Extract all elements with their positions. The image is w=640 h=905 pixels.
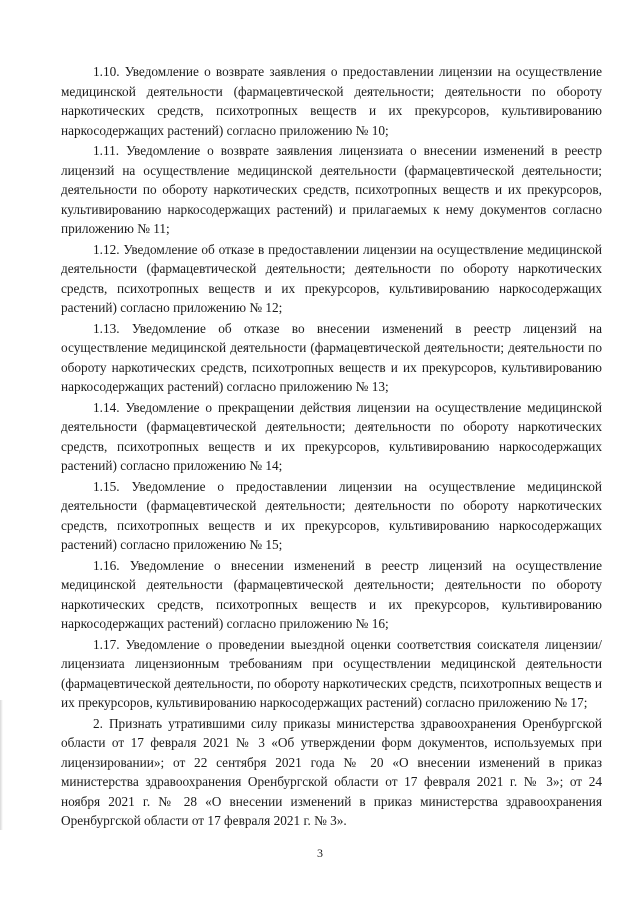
paragraph-1-13: 1.13. Уведомление об отказе во внесении изменений в реестр лицензий на осуществление медицинской деятельности (фармацевтической деятельности; деятельности по обороту наркотических средств, психотропных веществ и их прекурсоров, культивированию наркосодержащих растений) согласно приложению № 13;: [61, 320, 602, 394]
paragraph-1-12: 1.12. Уведомление об отказе в предоставлении лицензии на осуществление медицинской деятельности (фармацевтической деятельности; деятельности по обороту наркотических средств, психотропных веществ и их прекурсоров, культивированию наркосодержащих растений) согласно приложению № 12;: [61, 241, 602, 315]
paragraph-1-10: 1.10. Уведомление о возврате заявления о предоставлении лицензии на осуществление медицинской деятельности (фармацевтической деятельности; деятельности по обороту наркотических средств, психотропных веществ и их прекурсоров, культивированию наркосодержащих растений) согласно приложению № 10;: [61, 64, 602, 138]
paragraph-1-16: 1.16. Уведомление о внесении изменений в реестр лицензий на осуществление медицинской деятельности (фармацевтической деятельности; деятельности по обороту наркотических средств, психотропных веществ и их прекурсоров, культивированию наркосодержащих растений) согласно приложению № 16;: [61, 557, 602, 631]
paragraph-1-17: 1.17. Уведомление о проведении выездной оценки соответствия соискателя лицензии/лицензиата лицензионным требованиям при осуществлении медицинской деятельности (фармацевтической деятельности, по обороту наркотических средств, психотропных веществ и их прекурсоров, культивированию наркосодержащих растений) согласно приложению № 17;: [61, 636, 602, 710]
document-body: [61, 62, 602, 831]
paragraph-1-15: 1.15. Уведомление о предоставлении лицензии на осуществление медицинской деятельности (фармацевтической деятельности; деятельности по обороту наркотических средств, психотропных веществ и их прекурсоров, культивированию наркосодержащих растений) согласно приложению № 15;: [61, 478, 602, 552]
paragraph-1-14: 1.14. Уведомление о прекращении действия лицензии на осуществление медицинской деятельности (фармацевтической деятельности; деятельности по обороту наркотических средств, психотропных веществ и их прекурсоров, культивированию наркосодержащих растений) согласно приложению № 14;: [61, 399, 602, 473]
page-number: 3: [317, 846, 323, 860]
scan-edge-shadow: [0, 700, 3, 830]
paragraph-1-11: 1.11. Уведомление о возврате заявления лицензиата о внесении изменений в реестр лицензий на осуществление медицинской деятельности (фармацевтической деятельности; деятельности по обороту наркотических средств, психотропных веществ и их прекурсоров, культивированию наркосодержащих растений) и прилагаемых к нему документов согласно приложению № 11;: [61, 143, 602, 236]
paragraph-2: 2. Признать утратившими силу приказы министерства здравоохранения Оренбургской области от 17 февраля 2021 № 3 «Об утверждении форм документов, используемых при лицензировании»; от 22 сентября 2021 года № 20 «О внесении изменений в приказ министерства здравоохранения Оренбургской области от 17 февраля 2021 г. № 3»; от 24 ноября 2021 г. № 28 «О внесении изменений в приказ министерства здравоохранения Оренбургской области от 17 февраля 2021 г. № 3».: [61, 715, 602, 828]
